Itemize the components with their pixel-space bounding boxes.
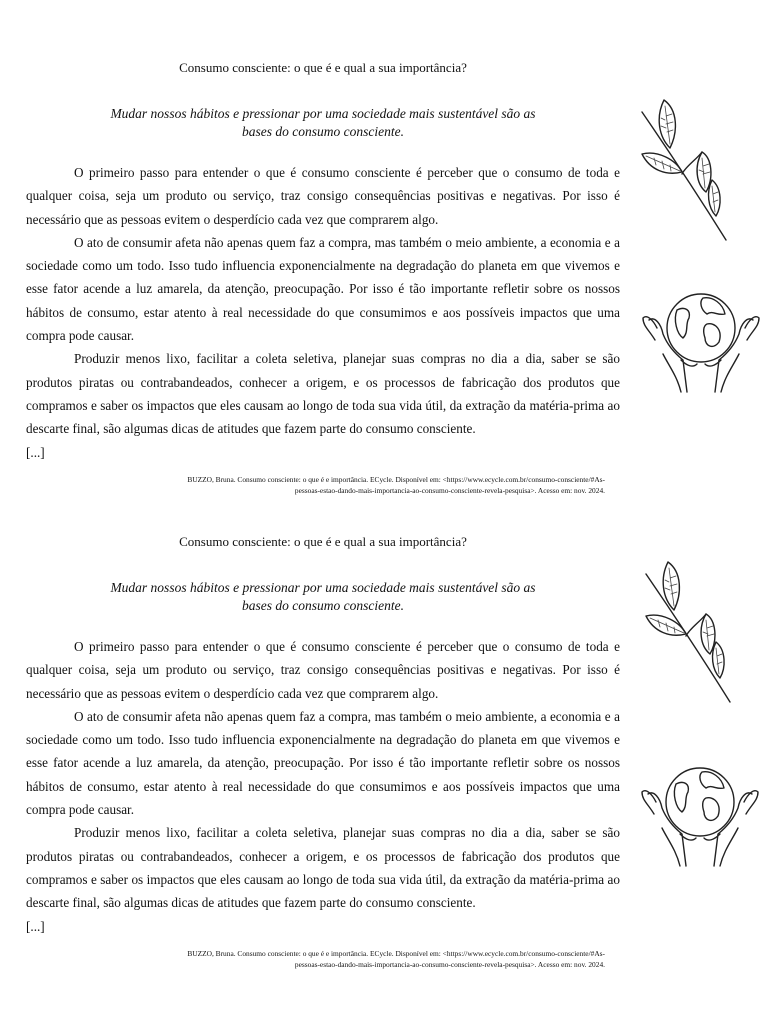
article-subtitle [90,579,556,615]
citation [100,948,605,970]
article-body [26,161,620,464]
leafy-branch-icon [640,554,740,706]
subtitle-line-1: Mudar nossos hábitos e pressionar por uma sociedade mais sustentável são as [110,106,536,121]
subtitle-line-2: bases do consumo consciente. [242,124,404,139]
paragraph-2: O ato de consumir afeta não apenas quem faz a compra, mas também o meio ambiente, a economia e a sociedade como um todo. Isso tudo influencia exponencialmente na degradação do planeta em que vivemos e esse fator acende a luz amarela, da atenção, preocupação. Por isso é tão importante refletir sobre os nossos hábitos de consumo, estar atento à real necessidade do que consumimos e aos possíveis impactos que uma compra pode causar. [26,708,620,818]
paragraph-2: O ato de consumir afeta não apenas quem faz a compra, mas também o meio ambiente, a economia e a sociedade como um todo. Isso tudo influencia exponencialmente na degradação do planeta em que vivemos e esse fator acende a luz amarela, da atenção, preocupação. Por isso é tão importante refletir sobre os nossos hábitos de consumo, estar atento à real necessidade do que consumimos e aos possíveis impactos que uma compra pode causar. [26,234,620,344]
text-block-2 [0,474,768,969]
citation-line-2: pessoas-estao-dando-mais-importancia-ao-consumo-consciente-revela-pesquisa>. Acesso em: nov. 2024. [294,486,605,495]
article-title: Consumo consciente: o que é e qual a sua importância? [179,534,467,549]
article-subtitle [90,105,556,141]
subtitle-line-2: bases do consumo consciente. [242,598,404,613]
ellipsis: [...] [26,444,45,460]
article-body [26,635,620,938]
paragraph-3: Produzir menos lixo, facilitar a coleta seletiva, planejar suas compras no dia a dia, saber se são produtos piratas ou contrabandeados, conhecer a origem, e os processos de fabricação dos produtos que compramos e saber os impactos que eles causam ao longo de toda sua vida útil, da extração da matéria-prima ao descarte final, são algumas dicas de atitudes que fazem parte do consumo consciente. [26,825,620,911]
citation-line-1: BUZZO, Bruna. Consumo consciente: o que é e importância. ECycle. Disponível em: <https://www.ecycle.com.br/consumo-consciente/#As- [187,475,605,484]
text-block-1 [0,0,768,495]
ellipsis: [...] [26,918,45,934]
paragraph-1: O primeiro passo para entender o que é consumo consciente é perceber que o consumo de toda e qualquer coisa, seja um produto ou serviço, traz consigo consequências positivas e negativas. Por isso é necessário que as pessoas evitem o desperdício cada vez que comprarem algo. [26,639,620,701]
paragraph-1: O primeiro passo para entender o que é consumo consciente é perceber que o consumo de toda e qualquer coisa, seja um produto ou serviço, traz consigo consequências positivas e negativas. Por isso é necessário que as pessoas evitem o desperdício cada vez que comprarem algo. [26,165,620,227]
citation-line-1: BUZZO, Bruna. Consumo consciente: o que é e importância. ECycle. Disponível em: <https://www.ecycle.com.br/consumo-consciente/#As- [187,949,605,958]
leafy-branch-icon [636,92,736,244]
globe-in-hands-icon [641,280,761,395]
paragraph-3: Produzir menos lixo, facilitar a coleta seletiva, planejar suas compras no dia a dia, saber se são produtos piratas ou contrabandeados, conhecer a origem, e os processos de fabricação dos produtos que compramos e saber os impactos que eles causam ao longo de toda sua vida útil, da extração da matéria-prima ao descarte final, são algumas dicas de atitudes que fazem parte do consumo consciente. [26,351,620,437]
article-title: Consumo consciente: o que é e qual a sua importância? [179,60,467,75]
citation-line-2: pessoas-estao-dando-mais-importancia-ao-consumo-consciente-revela-pesquisa>. Acesso em: nov. 2024. [294,960,605,969]
globe-in-hands-icon [640,754,760,869]
subtitle-line-1: Mudar nossos hábitos e pressionar por uma sociedade mais sustentável são as [110,580,536,595]
